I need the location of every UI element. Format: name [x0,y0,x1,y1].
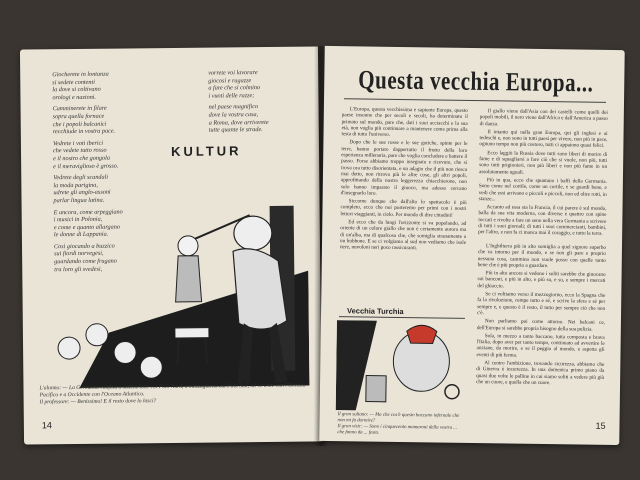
poem-stanza: Giocherete in lontanza si sedete contenti la dove si coltivano orologi e nazioni. [52,70,109,102]
pupil-head [178,236,198,256]
page-number: 14 [41,420,52,431]
paragraph: Dopo che le sue rosse e le sue gotiche, spinte per le terre, hanno portato dappertutto il frutto della loro esperienza millenaria, pare che voglia concludere e battere il passo. Forse abbiamo troppo insegnato e ricevuto, che si trova ora tutto disorientata, e un adagio che il più non riesca mai detto, non ritrova più le altre cose, gli altri popoli, approfittando della nostra leggerezza chiacchierone, non solo hanno imparato il giuoco, ma adesso cercano d'insegnarlo loro. [340,139,468,197]
paragraph: Accanto ad essa sta la Francia, il cui parere è sul mondo, balla da sua vita moderna, con diverse e quattro con spine toccati e rivolte a fare un seno nella vera Germania a scrivere di tutti i suoi giornali; di tutti i suoi commercianti, bambini, per l'altro, e non fa ci manca mai il coraggio, e tutto la terra. [478,204,607,238]
article-column-1 [340,106,468,254]
paragraph: Più in alto ancora si vedono i soliti sarebbe che giuocano sui banconi, e più in alto, e più su, e su, e sempre i mercati del ghiaccio. [477,270,606,290]
vizier-figure [366,376,386,402]
left-page [20,46,322,444]
child-head [58,337,80,359]
paragraph: Siccome dunque che dall'alto lo spettacolo è più completo, ecco che noi porteremo per primi con i nostri lettori viaggianti, in cielo. Per mondo di dire cittadini! [340,198,467,219]
illustration-title: KULTUR [170,143,242,159]
poem-stanza: Camminerete in filare sopra quella fornace che i popoli balcanici recchiude in vostra pace. [52,105,116,136]
paragraph: L'Europa, questa vecchissima e sapiente Europa, questo paese insonne che per secoli e secoli, ha determinato il primato sul mondo, pare che, dati i suoi acciacchi e la sua età, non voglia più continuare a mantenere come prima alla testa di tutto l'universo. [341,106,468,139]
article-column-2-continued [476,243,606,389]
inset-title: Vecchia Turchia [347,306,404,317]
poem-stanza: vorrete voi lavorare giocosi e ragazze a fare che si colmino i vuoti delle razze; [208,69,261,100]
child-head [140,356,162,378]
professor-head [234,216,272,250]
child-head [86,324,108,346]
poem-stanza: Vedrete degli scandali la moda parigina, udrete gli anglo-assoni parlar lingua latina. [53,173,111,205]
paragraph: Più in qua, ecco che spuntano i baffi della Germania. Sono come nel cortile, come un cortile, e se guardi bene, e vedi che essi arrivano e piccoli e piccoli, non ed oltre rotti, in stanze... [478,177,607,203]
stool [175,328,209,338]
paragraph: Ecco laggiù la Russia dove tutti sono liberi di morire di fame e di squagliarsi a fare ciò che si vuole, non più, tutti sono tutti prigionieri, non più liberi e non più fame in un assolutamente uguali. [478,149,608,176]
poem-column-right [208,69,304,139]
paragraph: L'Inghilterra più in alto somiglia a quel signore superbo che va intorno per il mondo, e se non gli pare e proprio nessuna cosa, cammina non vuole posso con quelle tanto bene che è più proprio a guardare. [477,243,607,269]
paragraph: Al centro l'ambizione, trovando sicurezza, abbiamo che di Ginevra è incertezza. In una domenica primo piano da quasi due volte le palline in cui siamo soliti a vedere più giù che un cuore, e quella che un cuore. [476,360,605,387]
paragraph: Ed ecco che da lungi l'orizzonte si va popolando, ad oriente di un colore giallo che non è certamente aurora ma di un'alba, ma di qualcosa che, che somiglia stranamente a un bubbone. E se ci volgiamo al sud non vediamo che isole nere, nuvoloni neri poco rassicuranti. [339,219,467,252]
article-column-2 [478,108,608,239]
kultur-illustration [37,151,309,389]
poem-stanza: nel paese magnifico dove la vostra casa, a Roma, dove arriverete tutte quante le strade. [208,103,269,134]
poem-stanza: Vedrete i voti iberici che vedete tutto rosso e il nostro che gongola e il meraviglioso è grosso. [52,139,119,170]
poem-stanza: Così giocando a buzzico sui fiordi norvegesi, guardando come frugano tra loro gli svedesi, [53,242,117,273]
title-divider [344,98,606,103]
child-head [114,341,136,363]
right-page [319,46,624,445]
poem-stanza: E ancora, come arpeggiano i musici in Polonia, e come e quanto allargano le donne di Lappania. [53,208,123,239]
paragraph: Sola, in mezzo a tanto baccano, tutta composta e brava l'Italia, dopo aver per tanto tempo, continuato ad avvertire le anziane, da morire, e se il peggio al mondo, e aspetta gli eventi di più ferma. [476,333,605,359]
inset-divider [339,316,465,319]
article-title: Questa vecchia Europa... [358,64,594,98]
page-number: 15 [595,420,606,431]
paragraph: Se ci voltiamo verso il mezzogiorno, ecco la Spagna che fa la rivoluzione, rompe tutto e sé, e scrive la sfera e sé per sempre e, e questo è il resto, il tutto per sempre ciò che non c'è. [477,291,606,317]
inset-caption: Il gran sultano: — Ma che cos'è questo baccano infernale che non mi fa dormire? Il gran visir: — Sono i cinquecento mamaroni della vostra ... che fanno da ... festa. [337,412,460,436]
paragraph: Il giallo viene dall'Asia con dei castelli come quelli dei popoli mobili, il nero viene dall'Africa e dall'America a passo di danza. [479,108,608,127]
paragraph: Il intanto qui nella gran Europa, qui gli inglesi e ai tedeschi e, non sono in tutti paesi per vivere, non più in pace, ognuno tempo non più costoro, tutti ci appaiono quasi felici. [479,129,608,150]
turkey-illustration [336,320,465,412]
fez-hat [407,325,437,343]
paragraph: Non parliamo poi come attorno. Nei balcani ce, dell'Europa si sarebbe propria bisogno della sua pulizia. [476,318,605,333]
illustration-caption: L'alunno: — La Germania confina a settentrione col Polo Nord, a mezzogiorno col Polo Sud, ad Oriente con l'Oceano Pacifico e a Occidente con l'Oceano Atlantico. Il professore: — Benissimo! E il resto dove lo lasci? [39,382,306,405]
pupil-body [175,256,201,302]
